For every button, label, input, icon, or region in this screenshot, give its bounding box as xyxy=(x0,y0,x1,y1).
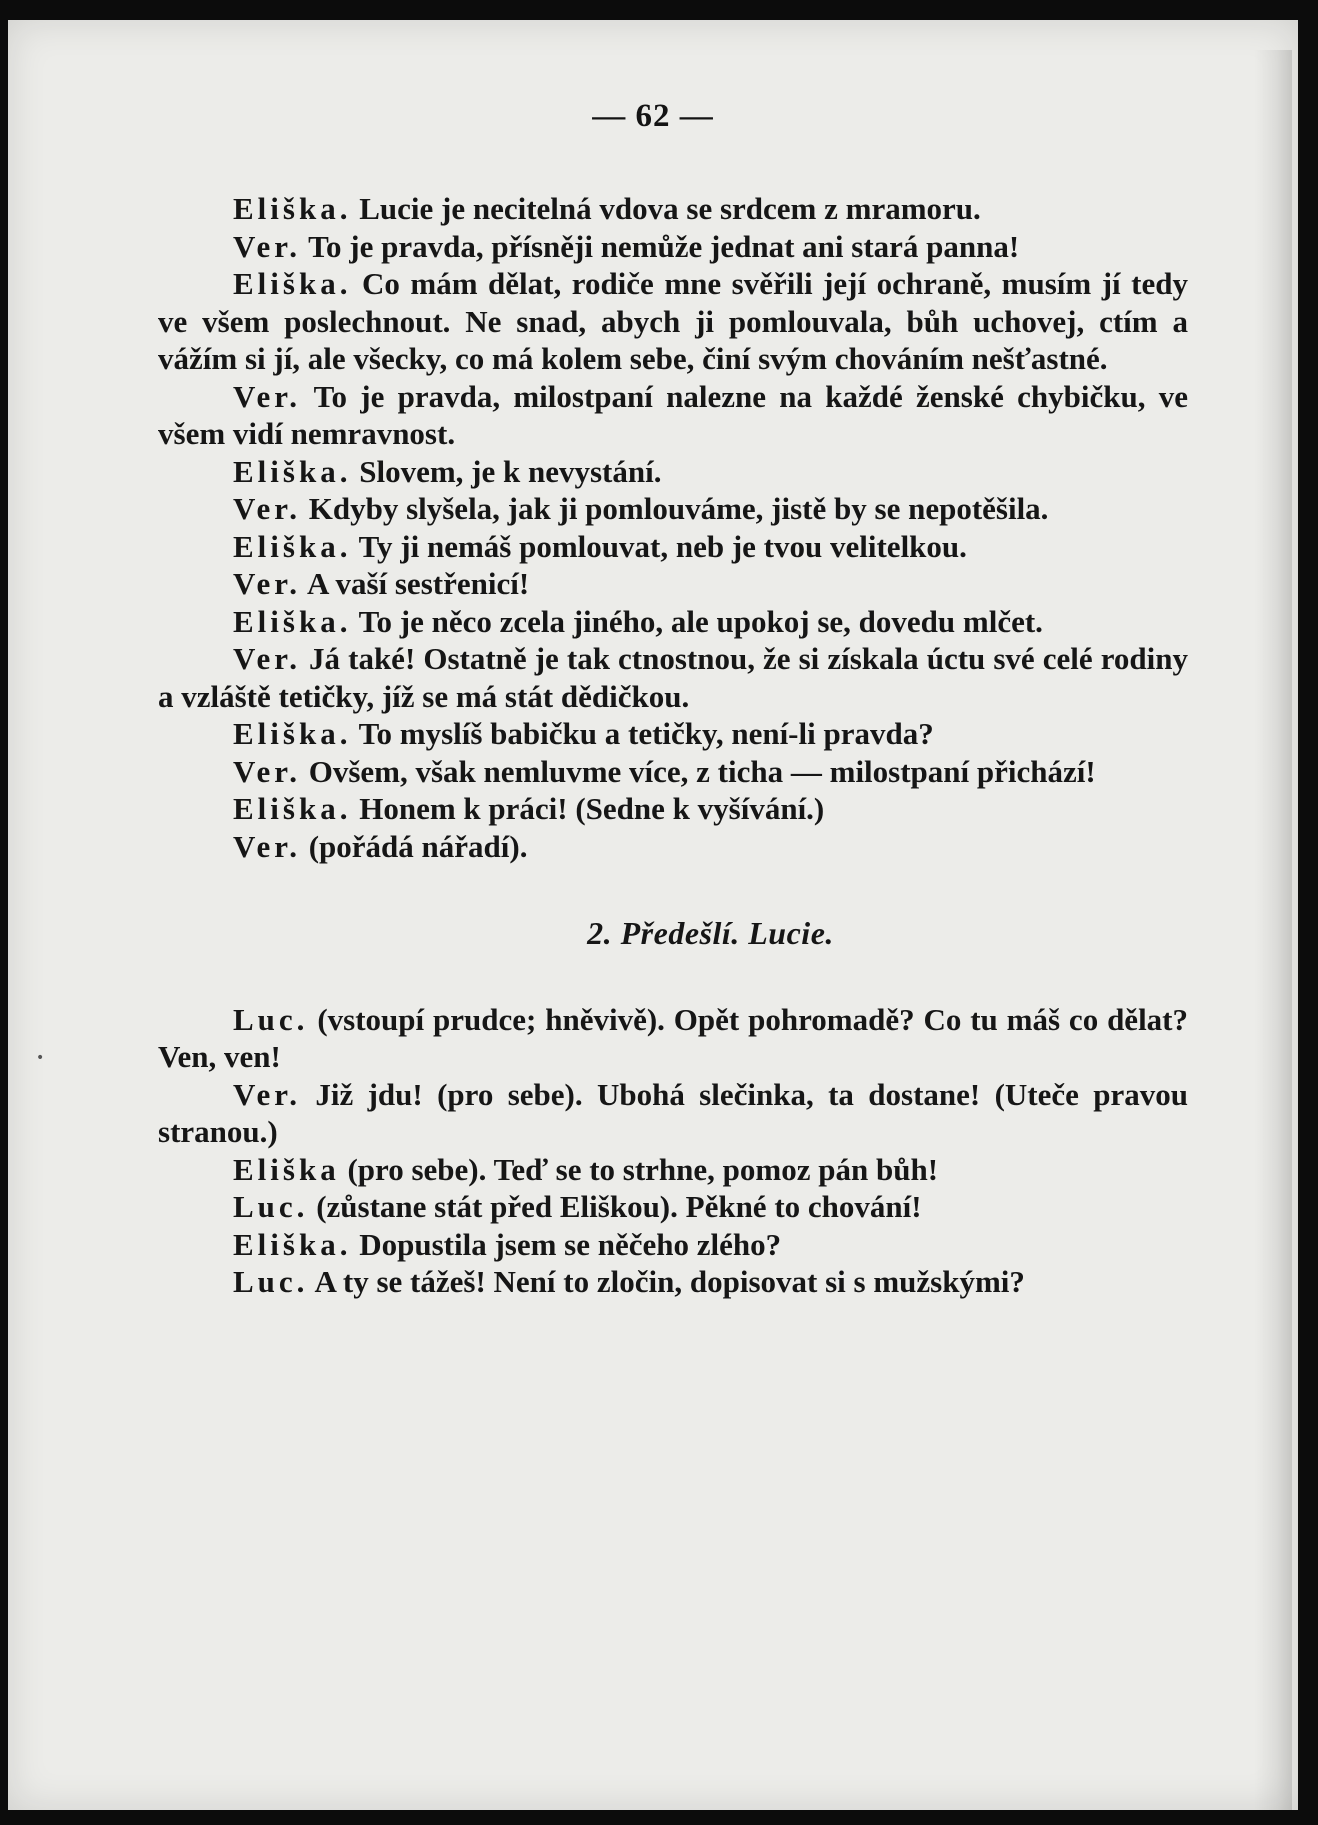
dialogue-line xyxy=(158,828,1188,866)
dialogue-line xyxy=(158,640,1188,715)
speaker-name: Ver. xyxy=(233,641,301,676)
book-page xyxy=(8,20,1298,1810)
line-text: (pro sebe). Teď se to strhne, pomoz pán bůh! xyxy=(347,1151,939,1187)
dialogue-line xyxy=(158,1076,1188,1151)
speaker-name: Eliška. xyxy=(233,528,352,564)
line-text: Co mám dělat, rodiče mne svěřili její ochraně, musím jí tedy ve všem poslechnout. Ne snad, abych ji pomlouvala, bůh uchovej, ctím a vážím si jí, ale všecky, co má kolem sebe, činí svým chováním nešťastné. xyxy=(158,266,1188,376)
scene-heading: 2. Předešlí. Lucie. xyxy=(587,915,834,951)
line-text: To je pravda, přísněji nemůže jednat ani stará panna! xyxy=(308,228,1020,264)
dialogue-line xyxy=(158,1001,1188,1076)
dialogue-line xyxy=(158,565,1188,603)
line-text: Kdyby slyšela, jak ji pomlouváme, jistě by se nepotěšila. xyxy=(308,491,1049,526)
speaker-name: Luc. xyxy=(233,1264,309,1299)
line-text: Honem k práci! (Sedne k vyšívání.) xyxy=(359,791,825,826)
line-text: To je něco zcela jiného, ale upokoj se, dovedu mlčet. xyxy=(358,603,1043,639)
line-text: A vaší sestřenicí! xyxy=(307,566,530,601)
line-text: Slovem, je k nevystání. xyxy=(359,453,662,489)
line-text: (zůstane stát před Eliškou). Pěkné to chování! xyxy=(316,1189,922,1224)
line-text: Dopustila jsem se něčeho zlého? xyxy=(359,1226,782,1262)
play-text xyxy=(158,190,1188,1301)
speaker-name: Ver. xyxy=(233,228,301,264)
page-number: — 62 — xyxy=(592,98,714,134)
speaker-name: Luc. xyxy=(233,1001,309,1037)
line-text: Ty ji nemáš pomlouvat, neb je tvou velitelkou. xyxy=(358,528,967,564)
scan-speck: • xyxy=(36,1050,45,1066)
speaker-name: Ver. xyxy=(233,566,301,601)
speaker-name: Eliška. xyxy=(233,791,352,826)
dialogue-line xyxy=(158,528,1188,566)
dialogue-line xyxy=(158,1151,1188,1189)
line-text: To myslíš babičku a tetičky, není-li pravda? xyxy=(358,716,934,751)
line-text: Ovšem, však nemluvme více, z ticha — milostpaní přichází! xyxy=(308,753,1096,789)
dialogue-line xyxy=(158,490,1188,528)
dialogue-line xyxy=(158,1263,1188,1301)
speaker-name: Eliška. xyxy=(233,453,352,489)
dialogue-line xyxy=(158,265,1188,378)
speaker-name: Ver. xyxy=(233,491,301,526)
dialogue-line xyxy=(158,603,1188,641)
dialogue-line xyxy=(158,228,1188,266)
speaker-name: Luc. xyxy=(233,1189,309,1224)
speaker-name: Eliška. xyxy=(233,191,352,226)
speaker-name: Eliška xyxy=(233,1151,340,1187)
dialogue-block-bottom xyxy=(158,1001,1188,1301)
line-text: A ty se tážeš! Není to zločin, dopisovat si s mužskými? xyxy=(314,1264,1025,1299)
dialogue-block-top xyxy=(158,190,1188,865)
speaker-name: Eliška. xyxy=(233,266,352,301)
dialogue-line xyxy=(158,453,1188,491)
dialogue-line xyxy=(158,1226,1188,1264)
speaker-name: Ver. xyxy=(233,378,301,414)
speaker-name: Ver. xyxy=(233,753,301,789)
line-text: (pořádá nářadí). xyxy=(308,828,528,864)
dialogue-line xyxy=(158,753,1188,791)
speaker-name: Ver. xyxy=(233,1076,301,1112)
speaker-name: Eliška. xyxy=(233,1226,352,1262)
line-text: Já také! Ostatně je tak ctnostnou, že si získala úctu své celé rodiny a vzláště tetičky, jíž se má stát dědičkou. xyxy=(158,641,1188,714)
speaker-name: Eliška. xyxy=(233,603,352,639)
line-text: Již jdu! (pro sebe). Ubohá slečinka, ta dostane! (Uteče pravou stranou.) xyxy=(158,1076,1189,1149)
dialogue-line xyxy=(158,378,1188,453)
dialogue-line xyxy=(158,1188,1188,1226)
speaker-name: Ver. xyxy=(233,828,301,864)
scan-shadow xyxy=(1254,50,1292,1810)
speaker-name: Eliška. xyxy=(233,716,352,751)
dialogue-line xyxy=(158,790,1188,828)
line-text: (vstoupí prudce; hněvivě). Opět pohromadě? Co tu máš co dělat? Ven, ven! xyxy=(158,1001,1189,1074)
dialogue-line xyxy=(158,715,1188,753)
line-text: Lucie je necitelná vdova se srdcem z mramoru. xyxy=(359,191,981,226)
dialogue-line xyxy=(158,190,1188,228)
line-text: To je pravda, milostpaní nalezne na každé ženské chybičku, ve všem vidí nemravnost. xyxy=(158,378,1188,451)
